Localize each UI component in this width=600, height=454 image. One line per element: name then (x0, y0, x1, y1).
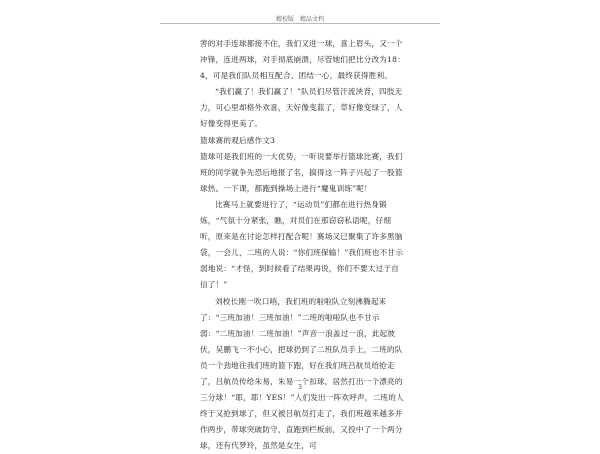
paragraph-5: 刘校长刚一吹口哨，我们班的啦啦队立刻沸腾起来了：“三班加油！三班加油！”二班的啦啦队也不甘示弱：“二班加油！二班加油！”声音一浪盖过一浪，此起彼伏，吴鹏飞一不小心，把球扔到了二班队员手上，二班的队员一个劲地往我们班的篮下跑，好在我们班吕航员给抢走了，吕航员传给朱易，朱易一个扣球，居然打出一个漂亮的三分球！“耶，耶！YES！”人们发出一阵欢呼声，二班的人终于又抢到球了，但又被吕航员打走了，我们班越来越多并作两步，带球突破防守，直跑到栏板前，又投中了一个两分球，还有代梦玲，虽然是女生，可 (200, 294, 405, 454)
page-number: 3 (0, 384, 600, 391)
paragraph-4: 比赛马上就要进行了，“运动员”们都在进行热身锻炼，“气氛十分紧张，瞧，对员们在那窃窃私语呢，仔细听，原来是在讨论怎样打配合呢！赛场又已聚集了许多黑脑袋，一会儿，二班的人说：“你们班保输！”我们班也不甘示弱地说：“才怪，到时候看了结果再说，你们不要太过于自信了！” (200, 197, 405, 294)
page-header: 精校版 精品文档 (0, 14, 600, 23)
document-body (200, 36, 405, 454)
section-subtitle: 篮球赛的观后感作文3 (200, 133, 405, 149)
paragraph-1: 害的对手连球都接不住，我们又进一球，喜上眉头，又一个冲锋，连进两球，对手彻底崩溃，尽管她们把比分改为18：4，可是我们队员相互配合、团结一心，最终获得胜利。 (200, 36, 405, 84)
header-divider (160, 23, 440, 24)
paragraph-3: 篮球可是我们班的一大优势，一听说要举行篮球比赛，我们班的同学就争先恐后地报了名，搞得这一阵子兴起了一股篮球热。一下课，都跑到操场上进行“魔鬼训练”呢！ (200, 149, 405, 197)
paragraph-2: “我们赢了！我们赢了！”队员们尽管汗流浃背，四肢无力，可心里却格外欢喜，天好像变蓝了，草好像变绿了，人好像变得更美了。 (200, 84, 405, 132)
